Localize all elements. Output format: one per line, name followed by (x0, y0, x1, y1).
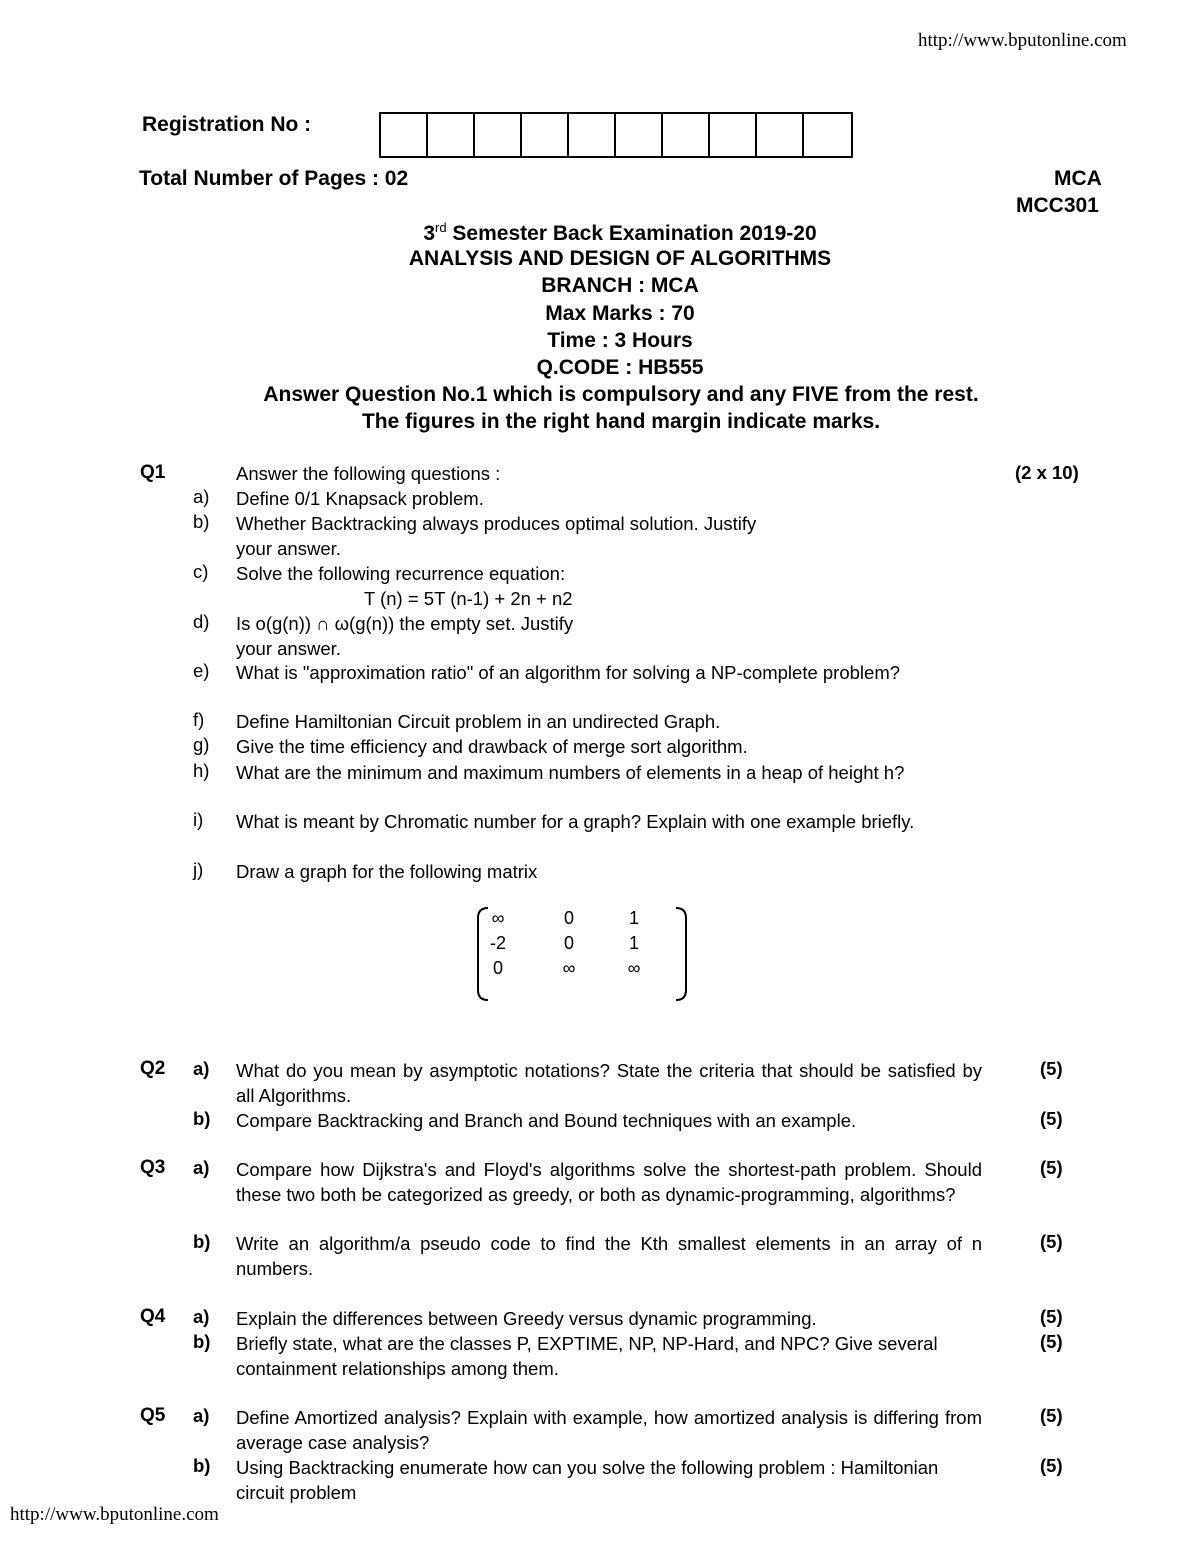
registration-cell[interactable] (663, 114, 710, 156)
registration-cell[interactable] (381, 114, 428, 156)
branch: BRANCH : MCA (541, 274, 699, 297)
part-label: a) (193, 1306, 210, 1327)
part-text: Is o(g(n)) ∩ ω(g(n)) the empty set. Justify your answer. (236, 613, 574, 659)
total-pages: Total Number of Pages : 02 (139, 167, 409, 190)
part-label: c) (193, 561, 209, 582)
part-text: Whether Backtracking always produces optimal solution. Justify your answer. (236, 513, 757, 559)
registration-cell[interactable] (616, 114, 663, 156)
part-text: Briefly state, what are the classes P, EXPTIME, NP, NP-Hard, and NPC? Give several containment relationships among them. (236, 1333, 938, 1379)
matrix-cell: 0 (563, 908, 574, 928)
instruction-2: The figures in the right hand margin indicate marks. (361, 410, 881, 433)
part-marks: (5) (1040, 1108, 1063, 1129)
part-label: i) (193, 809, 204, 830)
part-text: Compare how Dijkstra's and Floyd's algorithms solve the shortest-path problem. Should these two both be categorized as greedy, or both as dynamic-programming, algorithms? (236, 1159, 982, 1205)
part-marks: (5) (1040, 1455, 1063, 1476)
part-label: b) (193, 1331, 211, 1352)
registration-cell[interactable] (428, 114, 475, 156)
question-code: Q.CODE : HB555 (536, 356, 704, 379)
matrix-cell: 0 (563, 933, 574, 953)
footer-url: http://www.bputonline.com (10, 1504, 219, 1525)
question-number: Q2 (140, 1058, 166, 1079)
part-text: Explain the differences between Greedy versus dynamic programming. (236, 1308, 817, 1329)
part-text: What are the minimum and maximum numbers of elements in a heap of height h? (236, 762, 905, 783)
time: Time : 3 Hours (547, 329, 693, 352)
part-text: What do you mean by asymptotic notations? State the criteria that should be satisfied by all Algorithms. (236, 1060, 982, 1106)
matrix-cell: -2 (489, 933, 506, 953)
part-label: g) (193, 734, 210, 755)
part-text: Using Backtracking enumerate how can you solve the following problem : Hamiltonian circuit problem (236, 1457, 939, 1503)
part-label: e) (193, 660, 210, 681)
part-marks: (5) (1040, 1157, 1063, 1178)
matrix-cell: 0 (492, 958, 503, 978)
part-marks: (5) (1040, 1231, 1063, 1252)
registration-cell[interactable] (522, 114, 569, 156)
part-text: Define Amortized analysis? Explain with example, how amortized analysis is differing from average case analysis? (236, 1407, 982, 1453)
program-code: MCA (1054, 167, 1102, 190)
matrix-cell: 1 (628, 908, 639, 928)
part-label: h) (193, 760, 210, 781)
part-label: d) (193, 611, 210, 632)
paper-code: MCC301 (1016, 194, 1099, 217)
recurrence-equation: T (n) = 5T (n-1) + 2n + n2 (364, 588, 573, 609)
part-label: f) (193, 709, 205, 730)
part-label: a) (193, 1157, 210, 1178)
matrix-cell: ∞ (627, 958, 641, 978)
registration-cell[interactable] (757, 114, 804, 156)
matrix-cell: ∞ (491, 908, 505, 928)
part-text: Give the time efficiency and drawback of merge sort algorithm. (236, 736, 748, 757)
registration-cell[interactable] (804, 114, 851, 156)
max-marks: Max Marks : 70 (545, 302, 695, 325)
part-label: b) (193, 1108, 211, 1129)
part-marks: (5) (1040, 1058, 1063, 1079)
part-label: b) (193, 1455, 211, 1476)
registration-cell[interactable] (569, 114, 616, 156)
question-marks: (2 x 10) (1015, 462, 1079, 483)
part-text: What is meant by Chromatic number for a graph? Explain with one example briefly. (236, 811, 915, 832)
part-label: b) (193, 511, 210, 532)
question-number: Q5 (140, 1405, 166, 1426)
registration-label: Registration No : (142, 113, 312, 136)
header-url: http://www.bputonline.com (918, 30, 1127, 51)
part-text: What is "approximation ratio" of an algorithm for solving a NP-complete problem? (236, 662, 901, 683)
part-text: Solve the following recurrence equation: (236, 563, 566, 584)
part-marks: (5) (1040, 1405, 1063, 1426)
question-number: Q3 (140, 1157, 166, 1178)
part-text: Draw a graph for the following matrix (236, 861, 538, 882)
part-marks: (5) (1040, 1306, 1063, 1327)
subject-title: ANALYSIS AND DESIGN OF ALGORITHMS (408, 247, 832, 270)
part-text: Define Hamiltonian Circuit problem in an undirected Graph. (236, 711, 721, 732)
matrix-cell: 1 (628, 933, 639, 953)
part-text: Write an algorithm/a pseudo code to find the Kth smallest elements in an array of n numbers. (236, 1233, 982, 1279)
instruction-1: Answer Question No.1 which is compulsory and any FIVE from the rest. (263, 383, 979, 406)
question-number: Q4 (140, 1306, 166, 1327)
question-heading: Answer the following questions : (236, 463, 501, 484)
part-label: a) (193, 1058, 210, 1079)
matrix-cell: ∞ (562, 958, 576, 978)
semester-title: 3rd Semester Back Examination 2019-20 (423, 220, 817, 245)
registration-grid[interactable] (379, 112, 853, 158)
question-number: Q1 (140, 462, 166, 483)
adjacency-matrix (476, 906, 688, 1002)
part-label: a) (193, 1405, 210, 1426)
registration-cell[interactable] (710, 114, 757, 156)
part-marks: (5) (1040, 1331, 1063, 1352)
part-label: j) (193, 859, 204, 880)
part-text: Define 0/1 Knapsack problem. (236, 488, 484, 509)
part-text: Compare Backtracking and Branch and Bound techniques with an example. (236, 1110, 857, 1131)
part-label: b) (193, 1231, 211, 1252)
part-label: a) (193, 486, 210, 507)
registration-cell[interactable] (475, 114, 522, 156)
